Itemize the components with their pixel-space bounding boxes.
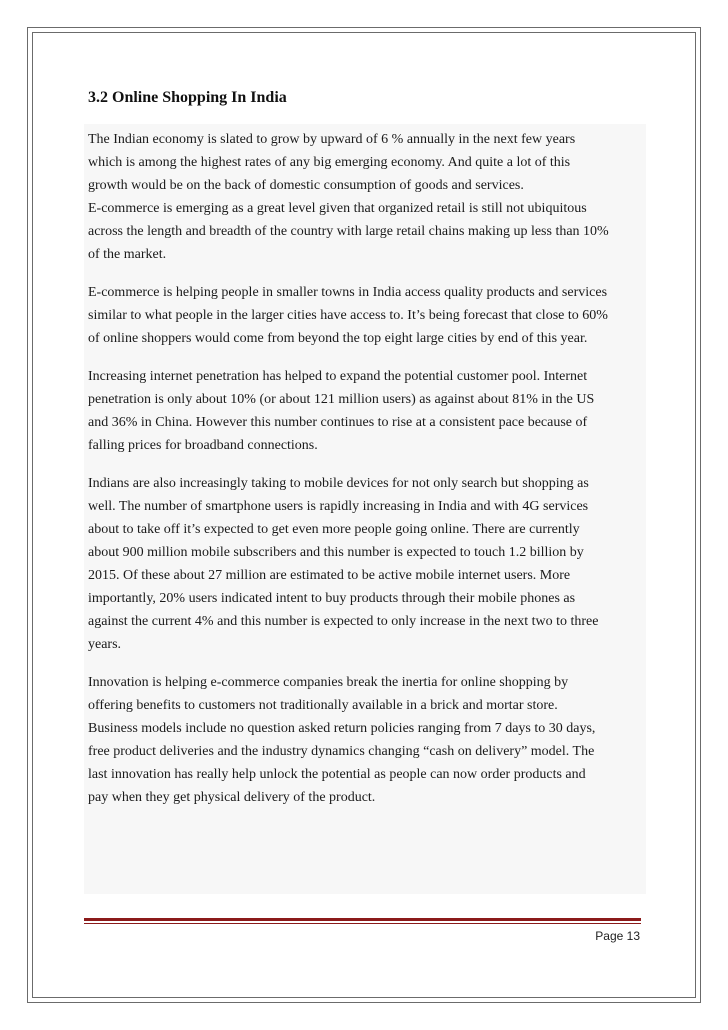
paragraph-internet-penetration: Increasing internet penetration has helped to expand the potential customer pool. Internet penetration is only about 10% (or about 121 million users) as against about 81% in the US and 36% in China. However this number continues to rise at a consistent pace because of falling prices for broadband connections. bbox=[88, 369, 595, 453]
section-title: 3.2 Online Shopping In India bbox=[88, 89, 287, 106]
footer-rule bbox=[84, 918, 641, 921]
paragraph-smaller-towns: E-commerce is helping people in smaller towns in India access quality products and services similar to what people in the larger cities have access to. It’s being forecast that close to 60% of online shoppers would come from beyond the top eight large cities by end of this year. bbox=[88, 285, 608, 346]
footer-rule-thin bbox=[84, 923, 641, 924]
page-number: Page 13 bbox=[595, 929, 640, 943]
paragraph-ecommerce-emerging: E-commerce is emerging as a great level given that organized retail is still not ubiquitous across the length and breadth of the country with large retail chains making up less than 10% of the market. bbox=[88, 201, 609, 262]
body-text-area bbox=[84, 124, 646, 894]
paragraph-mobile-devices: Indians are also increasingly taking to mobile devices for not only search but shopping as well. The number of smartphone users is rapidly increasing in India and with 4G services about to take off it’s expected to get even more people going online. There are currently about 900 million mobile subscribers and this number is expected to touch 1.2 billion by 2015. Of these about 27 million are estimated to be active mobile internet users. More importantly, 20% users indicated intent to buy products through their mobile phones as against the current 4% and this number is expected to only increase in the next two to three years. bbox=[88, 476, 599, 652]
paragraph-innovation: Innovation is helping e-commerce companies break the inertia for online shopping by offering benefits to customers not traditionally available in a brick and mortar store. Business models include no question asked return policies ranging from 7 days to 30 days, free product deliveries and the industry dynamics changing “cash on delivery” model. The last innovation has really help unlock the potential as people can now order products and pay when they get physical delivery of the product. bbox=[88, 675, 596, 805]
paragraph-economy-growth: The Indian economy is slated to grow by upward of 6 % annually in the next few years which is among the highest rates of any big emerging economy. And quite a lot of this growth would be on the back of domestic consumption of goods and services. bbox=[88, 132, 576, 193]
